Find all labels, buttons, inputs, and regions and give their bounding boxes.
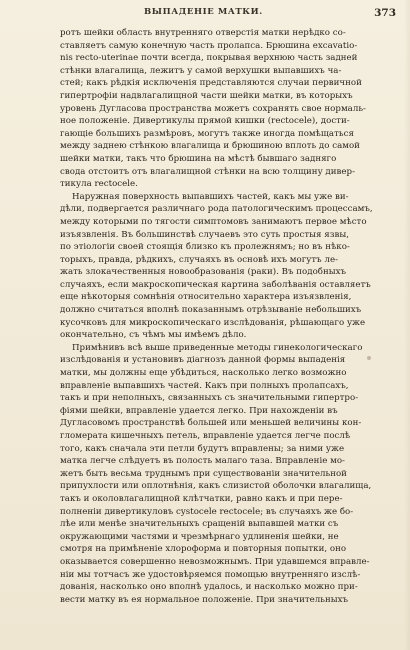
text-line: изъязвленія. Въ большинствѣ случаевъ это суть простыя язвы, <box>60 229 349 240</box>
text-line: оказывается совершенно невозможнымъ. При удавшемся вправле- <box>60 556 370 567</box>
text-line: между заднею стѣнкою влагалища и брюшиною вплоть до самой <box>60 141 360 152</box>
text-line: уровень Дугласова пространства можетъ сохранять свое нормаль- <box>60 103 366 114</box>
text-line: вести матку въ ея нормальное положеніе. При значительныхъ <box>60 594 349 605</box>
text-line: между которыми по тягости симптомовъ занимаютъ первое мѣсто <box>60 216 367 227</box>
text-line: фіями шейки, вправленіе удается легко. При нахожденіи въ <box>60 405 338 416</box>
text-line: стей; какъ рѣдкія исключенія представляются случаи первичной <box>60 78 362 89</box>
text-line: гипертрофіи надвлагалищной части шейки матки, въ которыхъ <box>60 90 353 101</box>
text-line: гающіе большихъ размѣровъ, могутъ также иногда помѣщаться <box>60 128 354 139</box>
text-line: такъ и при неполныхъ, связанныхъ съ значительными гипертро- <box>60 393 359 404</box>
text-line: того, какъ сначала эти петли будутъ вправлены; за ними уже <box>60 443 345 454</box>
text-line: должно считаться вполнѣ показаннымъ отрѣзываніе небольшихъ <box>60 305 362 316</box>
text-line: ное положеніе. Дивертикулы прямой кишки (rectocele), дости- <box>60 116 350 127</box>
text-line: свода отстоитъ отъ влагалищной стѣнки на всю толщину дивер- <box>60 166 356 177</box>
running-head <box>62 7 396 21</box>
text-line: матка легче слѣдуетъ въ полость малаго таза. Вправленіе мо- <box>60 456 345 467</box>
text-line: гломерата кишечныхъ петель, вправленіе удается легче послѣ <box>60 431 351 441</box>
text-line: стѣнки влагалища, лежитъ у самой верхушки выпавшихъ ча- <box>60 65 342 76</box>
text-line: еще нѣкоторыя сомнѣнія относительно характера изъязвленія, <box>60 292 352 303</box>
page-edge-shadow <box>404 0 410 650</box>
running-title: ВЫПАДЕНІЕ МАТКИ. <box>144 7 263 17</box>
text-line: ставляетъ самую конечную часть пролапса. Брюшина excavatio- <box>60 40 358 51</box>
text-line: жать злокачественныя новообразованія (раки). Въ подобныхъ <box>60 267 347 278</box>
text-line: смотря на примѣненіе хлороформа и повторныя попытки, оно <box>60 544 347 555</box>
text-line: ротъ шейки область внутренняго отверстія матки нерѣдко со- <box>60 28 346 38</box>
text-line: дѣли, подвергается различнаго рода патологическимъ процессамъ, <box>60 204 373 215</box>
paragraph-start-line: Примѣнивъ всѣ выше приведенные методы гинекологическаго <box>72 342 363 353</box>
body-text <box>60 27 373 606</box>
paragraph-start-line: Наружная поверхность выпавшихъ частей, какъ мы уже ви- <box>72 191 349 202</box>
text-line: вправленіе выпавшихъ частей. Какъ при полныхъ пролапсахъ, <box>60 380 349 391</box>
text-line: жетъ быть весьма труднымъ при существованіи значительной <box>60 468 347 479</box>
margin-dot-mark <box>367 356 371 360</box>
text-line: матки, мы должны еще убѣдиться, насколько легко возможно <box>60 368 347 379</box>
text-line: изслѣдованія и установивъ діагнозъ данной формы выпаденія <box>60 355 346 366</box>
text-line: окружающими частями и чрезмѣрнаго удлиненія шейки, не <box>60 531 339 542</box>
text-line: окончательно, съ чѣмъ мы имѣемъ дѣло. <box>60 330 247 341</box>
text-line: по этіологіи своей стоящія близко къ пролежнямъ; но въ нѣко- <box>60 242 350 253</box>
text-line: дованія, насколько оно вполнѣ удалось, и насколько можно при- <box>60 582 358 593</box>
text-line: торыхъ, правда, рѣдкихъ, случаяхъ въ основѣ ихъ могутъ ле- <box>60 254 339 265</box>
text-line: лѣе или менѣе значительныхъ сращеній выпавшей матки съ <box>60 519 339 530</box>
text-line: кусочковъ для микроскопическаго изслѣдованія, рѣшающаго уже <box>60 317 366 328</box>
text-line: полненіи дивертикуловъ cystocele rectocele; въ случаяхъ же бо- <box>60 506 354 517</box>
text-line: Дугласовомъ пространствѣ большей или меньшей величины кон- <box>60 418 362 429</box>
text-line: шейки матки, такъ что брюшина на мѣстѣ бывшаго задняго <box>60 153 337 164</box>
text-line: такъ и околовлагалищной клѣтчатки, равно какъ и при пере- <box>60 493 343 504</box>
text-line: тикула rectocele. <box>60 179 138 190</box>
text-line: ніи мы тотчасъ же удостовѣряемся помощью внутренняго изслѣ- <box>60 569 361 580</box>
text-line: припухлости или оплотнѣнія, какъ слизистой оболочки влагалища, <box>60 481 372 492</box>
text-line: nis recto-uterinae почти всегда, покрывая верхнюю часть задней <box>60 53 358 64</box>
page-number: 373 <box>374 7 396 19</box>
text-line: случаяхъ, если макроскопическая картина заболѣванія оставляетъ <box>60 279 371 290</box>
